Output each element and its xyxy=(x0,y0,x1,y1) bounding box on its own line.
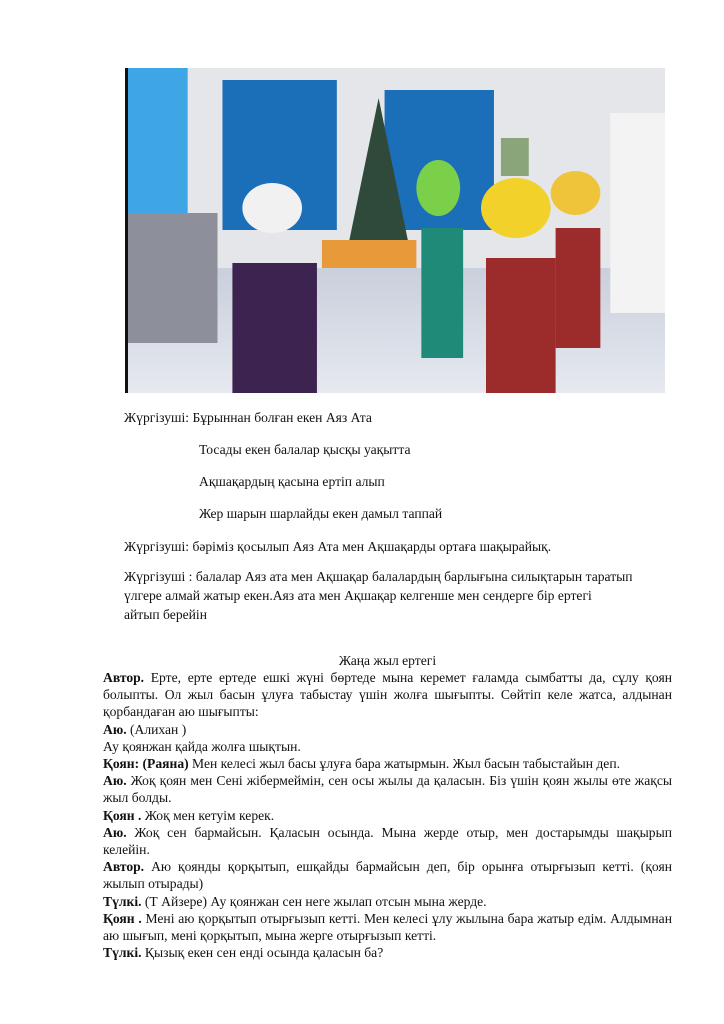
story-entry xyxy=(103,858,672,892)
speaker-label: Автор. xyxy=(103,859,145,875)
verse-text: Жер шарын шарлайды екен дамыл таппай xyxy=(199,506,443,521)
entry-text: (Алихан ) xyxy=(126,721,187,737)
entry-text: Ау қоянжан қайда жолға шықтын. xyxy=(103,738,301,754)
story-entry xyxy=(103,755,672,772)
verse-text: Тосады екен балалар қысқы уақытта xyxy=(199,442,411,457)
host-line-3 xyxy=(199,474,385,490)
speaker-label: Жүргізуші: xyxy=(124,539,190,554)
story-entry xyxy=(103,669,672,721)
dancer-purple xyxy=(232,263,317,393)
story-entry xyxy=(103,910,672,944)
entry-text: Жоқ қоян мен Сені жібермеймін, сен осы жылы да қаласын. Біз үшін қоян жылы өте жақсы жыл болды. xyxy=(103,773,672,806)
host-paragraph-line-3: айтып берейін xyxy=(124,607,207,622)
dancer-red xyxy=(486,258,556,393)
dancer-headdress-green xyxy=(416,160,460,216)
entry-text: Қызық екен сен енді осында қаласын ба? xyxy=(141,945,384,961)
story-entry xyxy=(103,893,672,910)
seated-children xyxy=(128,213,218,343)
host-paragraph-line-2: үлгере алмай жатыр екен.Аяз ата мен Ақшақар келгенше мен сендерге бір ертегі xyxy=(124,588,592,603)
story-body xyxy=(103,669,672,961)
speaker-label: Аю. xyxy=(103,773,127,789)
speaker-label: Қоян: (Раяна) xyxy=(103,756,189,772)
verse-text: Бұрыннан болған екен Аяз Ата xyxy=(192,410,372,425)
photo-illustration xyxy=(128,68,665,393)
dancer-green xyxy=(421,228,463,358)
dancer-headdress-yellow xyxy=(481,178,551,238)
entry-text: Мені аю қорқытып отырғызып кетті. Мен келесі ұлу жылына бара жатыр едім. Алдымнан аю шығып, мені қорқытып, мына жерге отырғызып кетті. xyxy=(103,910,672,944)
story-entry xyxy=(103,824,672,858)
entry-text: Ерте, ерте ертеде ешкі жүні бөртеде мына керемет ғаламда сымбатты да, сұлу қоян болыпты. Ол жыл басын ұлуға табыстау үшін жолға шығыпты. Сөйтіп келе жатса, алдынан қорбандаған аю шығыпты: xyxy=(103,670,672,720)
entry-text: Мен келесі жыл басы ұлуға бара жатырмын. Жыл басын табыстайын деп. xyxy=(188,756,621,772)
speaker-label: Автор. xyxy=(103,670,145,685)
dancer-headdress-white xyxy=(242,183,302,233)
speaker-label: Қоян . xyxy=(103,807,142,823)
story-entry xyxy=(103,772,672,806)
event-photo xyxy=(125,68,665,393)
speaker-label: Аю. xyxy=(103,721,127,737)
host-paragraph-line-1: Жүргізуші : балалар Аяз ата мен Ақшақар балалардың барлығына силықтарын таратып xyxy=(124,569,633,584)
speaker-label: Түлкі. xyxy=(103,945,142,961)
story-entry xyxy=(103,738,672,755)
wall-picture xyxy=(501,138,529,176)
host-line-1 xyxy=(124,410,372,426)
verse-text: Ақшақардың қасына ертіп алып xyxy=(199,474,385,489)
host-line-2 xyxy=(199,442,411,458)
dancer-headdress-yellow-2 xyxy=(551,171,601,215)
entry-text: Аю қоянды қорқытып, ешқайды бармайсын деп, бір орынға отырғызып кетті. (қоян жылып отырады) xyxy=(103,859,672,892)
host-line-5 xyxy=(124,539,551,555)
story-entry xyxy=(103,807,672,824)
story-entry xyxy=(103,721,672,738)
speaker-label: Түлкі. xyxy=(103,893,142,909)
dancer-red-2 xyxy=(556,228,601,348)
story-title: Жаңа жыл ертегі xyxy=(338,653,437,668)
line-text: бәріміз қосылып Аяз Ата мен Ақшақарды ортаға шақырайық. xyxy=(192,539,552,554)
entry-text: Жоқ мен кетуім керек. xyxy=(141,807,275,823)
doorway xyxy=(610,113,665,313)
speaker-label: Жүргізуші: xyxy=(124,410,190,425)
speaker-label: Қоян . xyxy=(103,910,142,926)
host-line-4 xyxy=(199,506,442,522)
speaker-label: Аю. xyxy=(103,824,127,840)
entry-text: Жоқ сен бармайсын. Қаласын осында. Мына жерде отыр, мен достарымды шақырып келейін. xyxy=(103,824,672,858)
entry-text: (Т Айзере) Ау қоянжан сен неге жылап отсын мына жерде. xyxy=(141,893,487,909)
story-entry xyxy=(103,944,672,961)
host-paragraph xyxy=(124,567,684,624)
